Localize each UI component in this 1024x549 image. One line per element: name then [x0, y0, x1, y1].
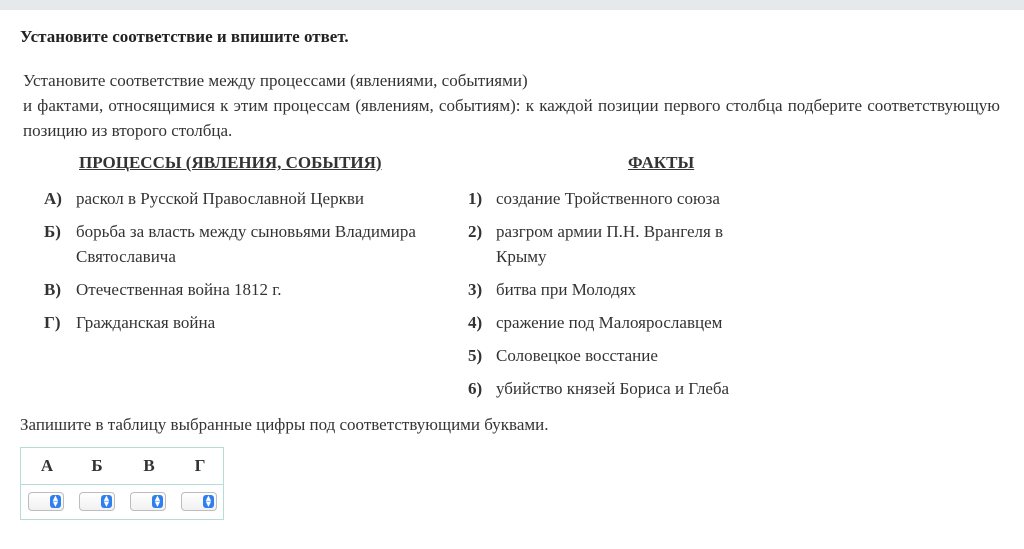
answer-table [20, 447, 224, 520]
top-bar [0, 0, 1024, 10]
right-item-key: 2) [468, 222, 483, 241]
right-item-text: битва при Молодях [496, 280, 637, 299]
answer-select-a[interactable] [28, 492, 64, 511]
left-item-text: борьба за власть между сыновьями Владимира Святославича [76, 222, 416, 266]
left-item-key: В) [44, 280, 61, 299]
up-down-chevron-icon: ▲ ▼ [50, 495, 61, 508]
up-down-chevron-icon: ▲ ▼ [152, 495, 163, 508]
right-column-header: ФАКТЫ [628, 153, 695, 172]
up-down-chevron-icon: ▲ ▼ [203, 495, 214, 508]
answer-header-b: Б [91, 456, 103, 475]
right-item-key: 6) [468, 379, 483, 398]
write-prompt: Запишите в таблицу выбранные цифры под соответствующими буквами. [20, 415, 549, 434]
task-line-1: Установите соответствие между процессами (явлениями, событиями) [23, 71, 528, 90]
right-item-key: 4) [468, 313, 483, 332]
answer-select-b[interactable] [79, 492, 115, 511]
up-down-chevron-icon: ▲ ▼ [101, 495, 112, 508]
task-line-2: и фактами, относящимися к этим процессам (явлениям, событиям): к каждой позиции первого столбца подберите соответствующую позицию из второго столбца. [23, 96, 1000, 140]
right-item-text: Соловецкое восстание [496, 346, 658, 365]
left-item-key: А) [44, 189, 62, 208]
answer-header-v: В [143, 456, 155, 475]
left-item-text: раскол в Русской Православной Церкви [76, 189, 364, 208]
right-item-text: убийство князей Бориса и Глеба [496, 379, 730, 398]
left-item-key: Б) [44, 222, 61, 241]
instruction-title: Установите соответствие и впишите ответ. [20, 27, 349, 46]
answer-table-divider [21, 484, 223, 485]
answer-select-v[interactable] [130, 492, 166, 511]
right-item-text: создание Тройственного союза [496, 189, 720, 208]
right-item-key: 1) [468, 189, 483, 208]
left-item-text: Отечественная война 1812 г. [76, 280, 282, 299]
right-item-key: 3) [468, 280, 483, 299]
answer-header-g: Г [194, 456, 206, 475]
left-item-text: Гражданская война [76, 313, 216, 332]
answer-header-a: А [40, 456, 54, 475]
task-text [23, 68, 1000, 143]
left-item-key: Г) [44, 313, 61, 332]
right-item-text: разгром армии П.Н. Врангеля в Крыму [496, 222, 724, 266]
right-item-text: сражение под Малоярославцем [496, 313, 723, 332]
left-column-header: ПРОЦЕССЫ (ЯВЛЕНИЯ, СОБЫТИЯ) [79, 153, 382, 172]
right-item-key: 5) [468, 346, 483, 365]
answer-select-g[interactable] [181, 492, 217, 511]
